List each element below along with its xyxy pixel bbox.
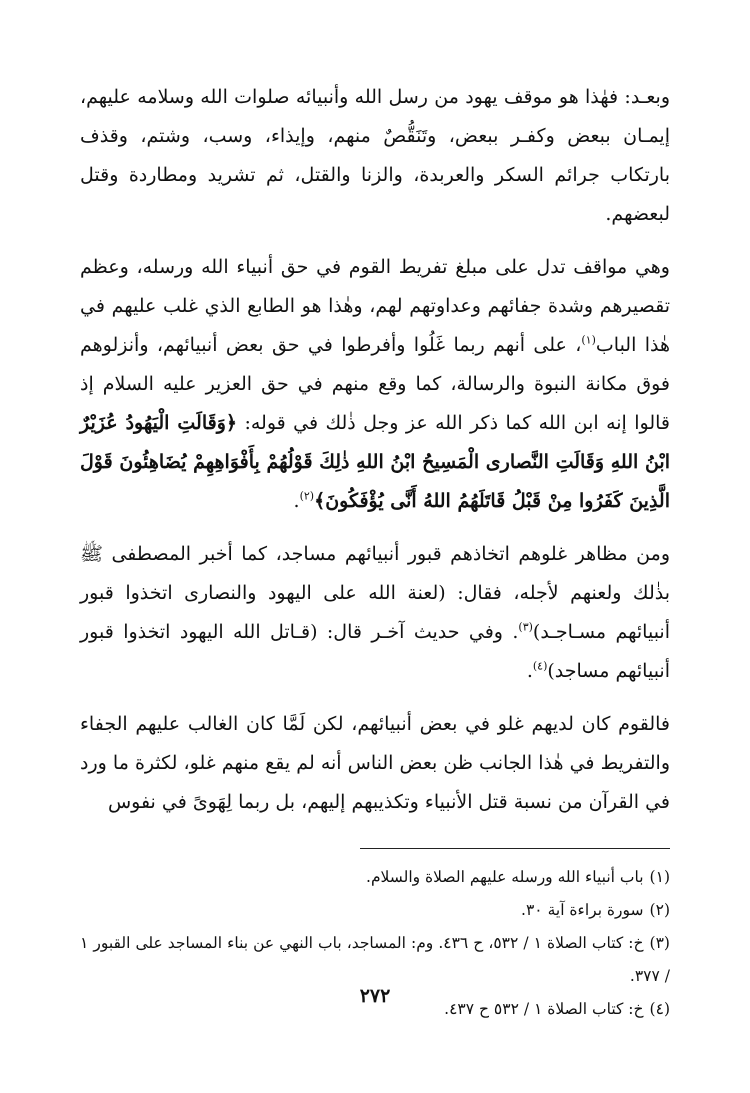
footnote-3-number: (٣) xyxy=(649,934,670,952)
footnote-1 xyxy=(80,861,670,894)
paragraph-3 xyxy=(80,535,670,691)
quran-verse: ﴿وَقَالَتِ الْيَهُودُ عُزَيْرٌ ابْنُ اللهِ وَقَالَتِ النَّصارى الْمَسِيحُ ابْنُ اللهِ ذٰلِكَ قَوْلُهُمْ بِأَفْوَاهِهِمْ يُضَاهِئُونَ قَوْلَ الَّذِينَ كَفَرُوا مِنْ قَبْلُ قَاتَلَهُمُ اللهُ أَنَّى يُؤْفَكُونَ﴾ xyxy=(80,412,670,512)
paragraph-4 xyxy=(80,705,670,822)
paragraph-2-text-b: ، على أنهم ربما غَلُوا وأفرطوا في حق بعض أنبيائهم، وأنزلوهم فوق مكانة النبوة والرسالة، كما وقع منهم في حق العزير عليه السلام إذ قالوا إنه ابن الله كما ذكر الله عز وجل ذٰلك في قوله: xyxy=(80,334,670,434)
paragraph-2 xyxy=(80,248,670,521)
footnote-1-number: (١) xyxy=(649,868,670,886)
paragraph-2-text-a: وهي مواقف تدل على مبلغ تفريط القوم في حق أنبياء الله ورسله، وعظم تقصيرهم وشدة جفائهم وعداوتهم لهم، وهٰذا هو الطابع الذي غلب عليهم في هٰذا الباب xyxy=(80,256,671,356)
paragraph-1 xyxy=(80,78,670,234)
footnote-ref-1: (١) xyxy=(581,333,596,347)
footnote-ref-4: (٤) xyxy=(532,659,548,673)
footnote-2-number: (٢) xyxy=(649,901,670,919)
footnote-3-text: خ: كتاب الصلاة ١ / ٥٣٢، ح ٤٣٦. وم: المساجد، باب النهي عن بناء المساجد على القبور ١ / ٣٧٧. xyxy=(80,934,670,985)
footnote-3 xyxy=(80,927,670,993)
footnote-ref-2: (٢) xyxy=(299,489,315,503)
footnote-4-number: (٤) xyxy=(649,1000,670,1018)
footnote-2 xyxy=(80,894,670,927)
paragraph-4-text: فالقوم كان لديهم غلو في بعض أنبيائهم، لكن لَمَّا كان الغالب عليهم الجفاء والتفريط في هٰذا الجانب ظن بعض الناس أنه لم يقع منهم غلو، لكثرة ما ورد في القرآن من نسبة قتل الأنبياء وتكذيبهم إليهم، بل ربما لِهَوىً في نفوس xyxy=(80,713,670,813)
paragraph-3-text-a: ومن مظاهر غلوهم اتخاذهم قبور أنبيائهم مساجد، كما أخبر المصطفى ﷺ بذٰلك ولعنهم لأجله، فقال: (لعنة الله على اليهود والنصارى اتخذوا قبور أنبيائهم مسـاجـد) xyxy=(80,543,671,643)
footnote-1-text: باب أنبياء الله ورسله عليهم الصلاة والسلام. xyxy=(366,868,644,886)
paragraph-2-period: . xyxy=(293,490,300,512)
footnote-4-text: خ: كتاب الصلاة ١ / ٥٣٢ ح ٤٣٧. xyxy=(444,1000,644,1018)
footnote-2-text: سورة براءة آية ٣٠. xyxy=(521,901,644,919)
paragraph-3-text-b: . وفي حديث آخـر قال: (قـاتل الله اليهود اتخذوا قبور أنبيائهم مساجد) xyxy=(80,621,670,682)
page-number: ٢٧٢ xyxy=(359,985,391,1007)
footnote-ref-3: (٣) xyxy=(518,620,533,634)
paragraph-1-text: وبعـد: فهٰذا هو موقف يهود من رسل الله وأنبيائه صلوات الله وسلامه عليهم، إيمـان ببعض وكفـر ببعض، وتَنَقُّصٌ منهم، وإيذاء، وسب، وشتم، وقذف بارتكاب جرائم السكر والعربدة، والزنا والقتل، ثم تشريد ومطاردة وقتل لبعضهم. xyxy=(80,86,670,225)
paragraph-3-period: . xyxy=(526,660,533,682)
footnote-divider xyxy=(360,848,670,849)
